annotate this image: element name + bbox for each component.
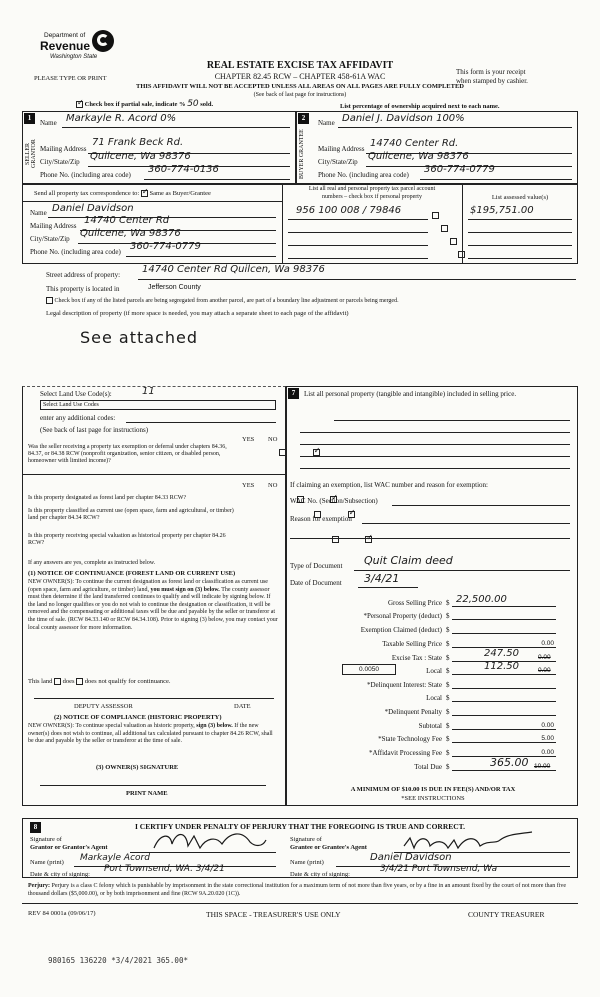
seller-name[interactable]: Markayle R. Acord 0%	[66, 113, 177, 124]
section-8-number: 8	[30, 822, 41, 833]
logo-mark-icon	[92, 30, 114, 52]
see-instructions: *SEE INSTRUCTIONS	[401, 795, 465, 802]
deputy-assessor-label: DEPUTY ASSESSOR	[74, 703, 133, 710]
seller-city-label: City/State/Zip	[40, 158, 80, 166]
gross-label: Gross Selling Price	[387, 599, 442, 607]
buyer-side-label: BUYER GRANTEE	[299, 129, 305, 179]
exemption-deduct-label: Exemption Claimed (deduct)	[360, 626, 442, 634]
seller-mailing[interactable]: 71 Frank Beck Rd.	[92, 137, 184, 148]
wac-label: WAC No. (Section/Subsection)	[290, 497, 378, 505]
perjury-note	[28, 883, 576, 898]
yes-header-1: YES	[242, 436, 255, 443]
seller-side-label: SELLER GRANTOR	[25, 139, 37, 169]
partial-sale-checkbox[interactable]	[76, 101, 83, 108]
segregated-row	[46, 297, 576, 304]
reason-label: Reason for exemption	[290, 515, 352, 523]
exemption-dollar: $	[446, 626, 450, 634]
buyer-name[interactable]: Daniel J. Davidson 100%	[342, 113, 465, 124]
q1-yes-checkbox[interactable]	[279, 449, 286, 456]
personal-property-checkbox-2[interactable]	[441, 225, 448, 232]
back-note: (See back of last page for instructions)	[253, 92, 347, 98]
corr-mailing[interactable]: 14740 Center Rd	[84, 215, 170, 226]
form-warning: THIS AFFIDAVIT WILL NOT BE ACCEPTED UNLESS ALL AREAS ON ALL PAGES ARE FULLY COMPLETED	[136, 83, 464, 90]
local-label: Local	[426, 667, 442, 675]
processing-fee-label: *Affidavit Processing Fee	[369, 749, 442, 757]
street-label: Street address of property:	[46, 271, 121, 279]
does-label: does	[62, 678, 75, 685]
subtotal-label: Subtotal	[418, 722, 442, 730]
buyer-city-label: City/State/Zip	[318, 158, 358, 166]
parcel-header-1: List all real and personal property tax parcel account	[308, 186, 436, 192]
does-checkbox[interactable]	[54, 678, 61, 685]
partial-sale-row	[76, 99, 213, 109]
notice-1-b: you must sign on (3) below.	[150, 586, 220, 593]
notice-2-b: sign (3) below.	[196, 723, 233, 729]
buyer-city[interactable]: Quilcene, Wa 98376	[368, 151, 469, 162]
print-note: PLEASE TYPE OR PRINT	[34, 75, 107, 82]
corr-phone-label: Phone No. (including area code)	[30, 248, 121, 256]
notice-2-body	[28, 723, 278, 746]
partial-sale-value[interactable]: 50	[187, 99, 199, 109]
doc-date[interactable]: 3/4/21	[364, 572, 400, 585]
delinquent-interest-dollar: $	[446, 681, 450, 689]
buyer-phone-label: Phone No. (including area code)	[318, 171, 409, 179]
legal-description[interactable]: See attached	[80, 328, 199, 347]
notice-2-c: If the new owner(s) does not wish to continue, all additional tax calculated pursuant to chapter 84.26 RCW, shall be due and payable by the seller or transferor at the time of sale.	[28, 723, 273, 745]
taxable-label: Taxable Selling Price	[382, 640, 442, 648]
continuance-row	[28, 678, 171, 685]
no-header-2: NO	[268, 482, 278, 489]
segregated-label: Check box if any of the listed parcels are being segregated from another parcel, are part of a boundary line adjustment or parcels being merged.	[54, 297, 399, 304]
notice-1-title: (1) NOTICE OF CONTINUANCE (FOREST LAND OR CURRENT USE)	[28, 570, 236, 577]
seller-name-label: Name	[40, 119, 57, 127]
land-use-back-note: (See back of last page for instructions)	[40, 426, 149, 434]
does-not-label: does not qualify for continuance.	[84, 678, 171, 685]
buyer-mailing-label: Mailing Address	[318, 145, 365, 153]
corr-name[interactable]: Daniel Davidson	[52, 203, 134, 214]
excise-dollar: $	[446, 654, 450, 662]
perjury-text: Perjury is a class C felony which is punishable by imprisonment in the state correctional institution for a maximum term of not more than five years, or by a fine in an amount fixed by the court of not more than five thousand dollars ($5,000.00), or by both imprisonment and fine (RCW 9A.20.020 (1C)).	[28, 883, 567, 897]
form-title: REAL ESTATE EXCISE TAX AFFIDAVIT	[206, 60, 394, 71]
ownership-note: List percentage of ownership acquired next to each name.	[340, 103, 500, 110]
excise-value[interactable]: 247.50	[484, 648, 519, 659]
certify-statement: I CERTIFY UNDER PENALTY OF PERJURY THAT THE FOREGOING IS TRUE AND CORRECT.	[134, 822, 465, 831]
treasurer-note: THIS SPACE - TREASURER'S USE ONLY	[206, 910, 341, 919]
corr-city[interactable]: Quilcene, Wa 98376	[80, 228, 181, 239]
gross-value[interactable]: 22,500.00	[456, 594, 507, 605]
notice-2-title: (2) NOTICE OF COMPLIANCE (HISTORIC PROPERTY)	[54, 714, 222, 721]
land-use-dropdown-label: Select Land Use Codes	[43, 402, 99, 408]
no-header-1: NO	[268, 436, 278, 443]
grantee-date-label: Date & city of signing:	[290, 871, 350, 878]
corr-mailing-label: Mailing Address	[30, 222, 77, 230]
receipt-note-1: This form is your receipt	[456, 68, 526, 76]
same-as-buyer-label: Same as Buyer/Grantee	[149, 190, 211, 197]
section-7-box	[286, 386, 578, 806]
tech-fee-dollar: $	[446, 735, 450, 743]
does-not-checkbox[interactable]	[76, 678, 83, 685]
land-use-code[interactable]: 11	[142, 386, 155, 397]
corr-city-label: City/State/Zip	[30, 235, 70, 243]
seller-mailing-label: Mailing Address	[40, 145, 87, 153]
owner-signature-label: (3) OWNER(S) SIGNATURE	[96, 764, 179, 771]
land-use-label: Select Land Use Code(s):	[40, 390, 112, 398]
local-old: 0.00	[538, 667, 551, 674]
tech-fee-label: *State Technology Fee	[378, 735, 442, 743]
delinquent-penalty-dollar: $	[446, 708, 450, 716]
doc-date-label: Date of Document	[290, 579, 342, 587]
rate-box	[342, 664, 396, 675]
perjury-label: Perjury:	[28, 883, 50, 889]
grantee-name[interactable]: Daniel Davidson	[370, 852, 452, 863]
taxable-value: 0.00	[541, 640, 554, 647]
buyer-name-label: Name	[318, 119, 335, 127]
personal-property-checkbox-4[interactable]	[458, 251, 465, 258]
located-label: This property is located in	[46, 285, 120, 293]
print-name-label: PRINT NAME	[126, 790, 168, 797]
same-as-buyer-checkbox[interactable]	[141, 190, 148, 197]
send-label: Send all property tax correspondence to:	[34, 190, 140, 197]
grantee-sig-label-1: Signature of	[290, 836, 322, 843]
q4-no-checkbox[interactable]	[365, 536, 372, 543]
send-correspondence-label	[34, 190, 211, 197]
processing-fee-value: 0.00	[541, 749, 554, 756]
cashier-stamp: 980165 136220 *3/4/2021 365.00*	[48, 956, 188, 965]
q1-no-checkbox[interactable]	[313, 449, 320, 456]
grantor-name[interactable]: Markayle Acord	[80, 853, 150, 863]
delinquent-penalty-label: *Delinquent Penalty	[384, 708, 442, 716]
total-due-old: 10.00	[534, 763, 551, 770]
total-due-label: Total Due	[414, 763, 442, 771]
personal-dollar: $	[446, 612, 450, 620]
subtotal-value: 0.00	[541, 722, 554, 729]
form-chapter: CHAPTER 82.45 RCW – CHAPTER 458-61A WAC	[214, 72, 386, 81]
exemption-label: If claiming an exemption, list WAC number and reason for exemption:	[290, 481, 488, 489]
question-4: Is this property receiving special valuation as historical property per chapter 84.26 RCW?	[28, 533, 226, 546]
buyer-phone[interactable]: 360-774-0779	[424, 164, 495, 175]
grantor-signature[interactable]	[150, 828, 270, 854]
grantee-sig-label-2: Grantee or Grantee's Agent	[290, 844, 367, 851]
partial-sale-sold: sold.	[200, 101, 214, 108]
street-address[interactable]: 14740 Center Rd Quilcen, Wa 98376	[142, 264, 325, 275]
corr-name-label: Name	[30, 209, 47, 217]
grantor-sig-label-2: Grantor or Grantor's Agent	[30, 844, 108, 851]
assessed-header: List assessed value(s)	[491, 194, 549, 201]
question-1: Was the seller receiving a property tax exemption or deferral under chapters 84.36, 84.37, or 84.38 RCW (nonprofit organization, senior citizen, or disabled person, homeowner with limited income)?	[28, 444, 227, 464]
logo-line2: Revenue	[40, 39, 91, 53]
if-yes-note: If any answers are yes, complete as instructed below.	[28, 560, 156, 566]
partial-sale-label: Check box if partial sale, indicate %	[84, 101, 186, 108]
land-use-dropdown[interactable]	[40, 400, 276, 410]
local-dollar: $	[446, 667, 450, 675]
grantor-date-label: Date & city of signing:	[30, 871, 90, 878]
question-2: Is this property designated as forest land per chapter 84.33 RCW?	[28, 495, 187, 501]
county: Jefferson County	[148, 284, 201, 291]
buyer-mailing[interactable]: 14740 Center Rd.	[370, 138, 459, 149]
grantor-date-city[interactable]: Port Townsend, WA. 3/4/21	[104, 864, 225, 874]
personal-deduct-label: *Personal Property (deduct)	[363, 612, 442, 620]
processing-fee-dollar: $	[446, 749, 450, 757]
legal-label: Legal description of property (if more space is needed, you may attach a separate sheet to each page of the affidavit)	[46, 310, 349, 317]
doc-type[interactable]: Quit Claim deed	[364, 554, 453, 567]
yes-header-2: YES	[242, 482, 255, 489]
seller-city[interactable]: Quilcene, Wa 98376	[90, 151, 191, 162]
grantor-sig-label-1: Signature of	[30, 836, 62, 843]
assessed-value-1[interactable]: $195,751.00	[470, 205, 534, 216]
logo-line3: Washington State	[50, 54, 98, 60]
rate-value: 0.0050	[359, 666, 379, 673]
q4-yes-checkbox[interactable]	[332, 536, 339, 543]
gross-dollar: $	[446, 599, 450, 607]
grantor-name-label: Name (print)	[30, 859, 64, 866]
receipt-note-2: when stamped by cashier.	[456, 77, 528, 85]
delinquent-local-dollar: $	[446, 694, 450, 702]
minimum-note: A MINIMUM OF $10.00 IS DUE IN FEE(S) AND/OR TAX	[350, 786, 516, 793]
total-due-value[interactable]: 365.00	[490, 756, 529, 769]
section-2-number: 2	[298, 113, 309, 124]
question-3: Is this property classified as current use (open space, farm and agricultural, or timber) land per chapter 84.34 RCW?	[28, 508, 234, 521]
delinquent-local-label: Local	[426, 694, 442, 702]
parcel-header-2: numbers – check box if personal property	[322, 194, 422, 200]
notice-1-body	[28, 579, 278, 632]
total-due-dollar: $	[446, 763, 450, 771]
seller-phone[interactable]: 360-774-0136	[148, 164, 219, 175]
rev-number: REV 84 0001a (09/06/17)	[28, 910, 96, 917]
tech-fee-value: 5.00	[541, 735, 554, 742]
local-value[interactable]: 112.50	[484, 661, 519, 672]
excise-label: Excise Tax : State	[391, 654, 442, 662]
additional-codes-label: enter any additional codes:	[40, 414, 116, 422]
delinquent-interest-label: *Delinquent Interest: State	[366, 681, 442, 689]
personal-property-checkbox-3[interactable]	[450, 238, 457, 245]
seller-phone-label: Phone No. (including area code)	[40, 171, 131, 179]
grantee-date-city[interactable]: 3/4/21 Port Townsend, Wa	[380, 864, 498, 874]
corr-phone[interactable]: 360-774-0779	[130, 241, 201, 252]
logo-line1: Department of	[44, 32, 86, 39]
notice-2-a: NEW OWNER(S): To continue special valuation as historic property,	[28, 723, 195, 729]
dor-logo	[40, 30, 120, 70]
subtotal-dollar: $	[446, 722, 450, 730]
this-land-label: This land	[28, 678, 53, 685]
section-1-number: 1	[24, 113, 35, 124]
parcel-number-1[interactable]: 956 100 008 / 79846	[296, 205, 402, 216]
doc-type-label: Type of Document	[290, 562, 343, 570]
personal-property-label: List all personal property (tangible and intangible) included in selling price.	[304, 390, 517, 398]
notice-1-c: The county assessor must then determine if the land transferred continues to qualify and will indicate by signing below. If the land no longer qualifies or you do not wish to continue the designation or classification, it will be removed and the compensating or additional taxes will be due and payable by the seller or transferor at the time of sale. (RCW 84.33.140 or RCW 84.34.108). Prior to signing (3) below, you may contact your local county assessor for more information.	[28, 586, 278, 631]
excise-old: 0.00	[538, 654, 551, 661]
county-treasurer: COUNTY TREASURER	[468, 910, 545, 919]
notice-1-a: NEW OWNER(S): To continue the current designation as forest land or classification as current use (open space, farm and agriculture, or timber) land,	[28, 579, 268, 593]
date-label: DATE	[234, 703, 251, 710]
personal-property-checkbox-1[interactable]	[432, 212, 439, 219]
grantee-name-label: Name (print)	[290, 859, 324, 866]
section-7-number: 7	[288, 388, 299, 399]
segregated-checkbox[interactable]	[46, 297, 53, 304]
taxable-dollar: $	[446, 640, 450, 648]
